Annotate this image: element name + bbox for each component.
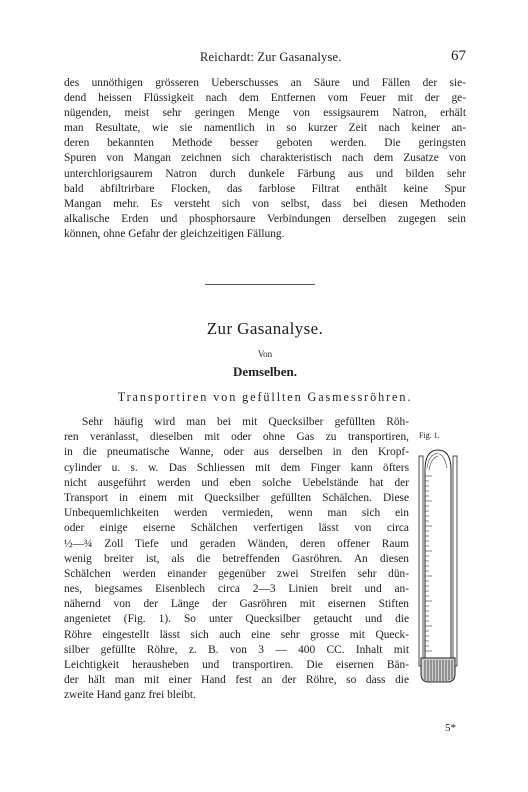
- text-line: Transport in einem mit Quecksilber gefüllten Schälchen. Diese: [64, 491, 409, 504]
- author-name: Demselben.: [233, 364, 297, 379]
- text-line: Unbequemlichkeiten werden vermieden, wenn man sich ein: [64, 507, 409, 520]
- text-line: Röhre eingestellt lässt sich auch eine sehr grosse mit Queck-: [64, 628, 409, 641]
- running-title: Reichardt: Zur Gasanalyse.: [200, 50, 342, 64]
- text-line: Spuren von Mangan zeichnen sich charakteristisch nach dem Zusatze von: [64, 152, 466, 165]
- text-line: nügenden, meist sehr geringen Menge von essigsaurem Natron, erhält: [64, 107, 466, 120]
- figure-label: Fig. 1.: [419, 431, 440, 440]
- text-line: ½—¾ Zoll Tiefe und geraden Wänden, deren offener Raum: [64, 537, 409, 550]
- text-line: dend heissen Flüssigkeit nach dem Entfernen vom Feuer mit der ge-: [64, 92, 466, 105]
- text-line: alkalische Erden und phosphorsaure Verbindungen derselben zugegen sein: [64, 212, 466, 225]
- text-line: nähernd von der Länge der Gasröhren mit eisernen Stiften: [64, 598, 409, 611]
- text-line: ren veranlasst, dieselben mit oder ohne Gas zu transportiren,: [64, 431, 409, 444]
- signature-mark: 5*: [445, 722, 456, 734]
- text-line: cylinder u. s. w. Das Schliessen mit dem Finger kann öfters: [64, 461, 409, 474]
- page-number: 67: [451, 48, 466, 64]
- text-line: der hält man mit einer Hand fest an der Röhre, so dass die: [64, 674, 409, 687]
- section-divider: [205, 284, 315, 285]
- text-line: unterchlorigsaurem Natron durch dunkele Färbung aus und bilden sehr: [64, 167, 466, 180]
- text-line: nicht ausgeführt werden und eben solche Uebelstände hat der: [64, 476, 409, 489]
- text-line: deren bekannten Methode besser geboten werden. Die geringsten: [64, 137, 466, 150]
- byline-prefix: Von: [257, 349, 273, 359]
- gas-tube-figure: [417, 446, 461, 686]
- text-line: man Resultate, wie sie namentlich in so kurzer Zeit nach keiner an-: [64, 122, 466, 135]
- text-line: oder einige eiserne Schälchen verfertigen lässt von circa: [64, 522, 409, 535]
- left-iron-strip: [419, 456, 423, 666]
- text-line: angenietet (Fig. 1). So unter Quecksilber getaucht und die: [64, 613, 409, 626]
- text-line: Leichtigkeit herausheben und transportiren. Die eisernen Bän-: [64, 659, 409, 671]
- text-line: wenig breiter ist, als die betreffenden Gasröhren. An diesen: [64, 552, 409, 565]
- text-line: Schälchen werden einander gegenüber zwei Streifen sehr dün-: [64, 567, 409, 580]
- text-line: in die pneumatische Wanne, oder aus derselben in den Kropf-: [64, 446, 409, 459]
- text-line: Mangan mehr. Es versteht sich von selbst, dass bei diesen Methoden: [64, 197, 466, 210]
- text-line: zweite Hand ganz frei bleibt.: [64, 689, 196, 702]
- section-heading: Transportiren von gefüllten Gasmessröhren.: [117, 390, 413, 404]
- right-iron-strip: [453, 456, 457, 666]
- text-line: bald abfiltrirbare Flocken, das farblose Filtrat enthält keine Spur: [64, 182, 466, 195]
- text-line: silber gefüllte Röhre, z. B. von 3 — 400 CC. Inhalt mit: [64, 643, 409, 656]
- mercury-dish: [421, 658, 455, 682]
- text-line: können, ohne Gefahr der gleichzeitigen Fällung.: [64, 227, 285, 240]
- text-line: Sehr häufig wird man bei mit Quecksilber gefüllten Röh-: [82, 416, 409, 428]
- text-line: nes, biegsames Eisenblech circa 2—3 Linien breit und an-: [64, 583, 409, 596]
- text-line: des unnöthigen grösseren Ueberschusses an Säure und Fällen der sie-: [64, 77, 466, 89]
- body-paragraph: [64, 415, 409, 704]
- intro-paragraph: [64, 76, 466, 242]
- article-title: Zur Gasanalyse.: [206, 319, 324, 338]
